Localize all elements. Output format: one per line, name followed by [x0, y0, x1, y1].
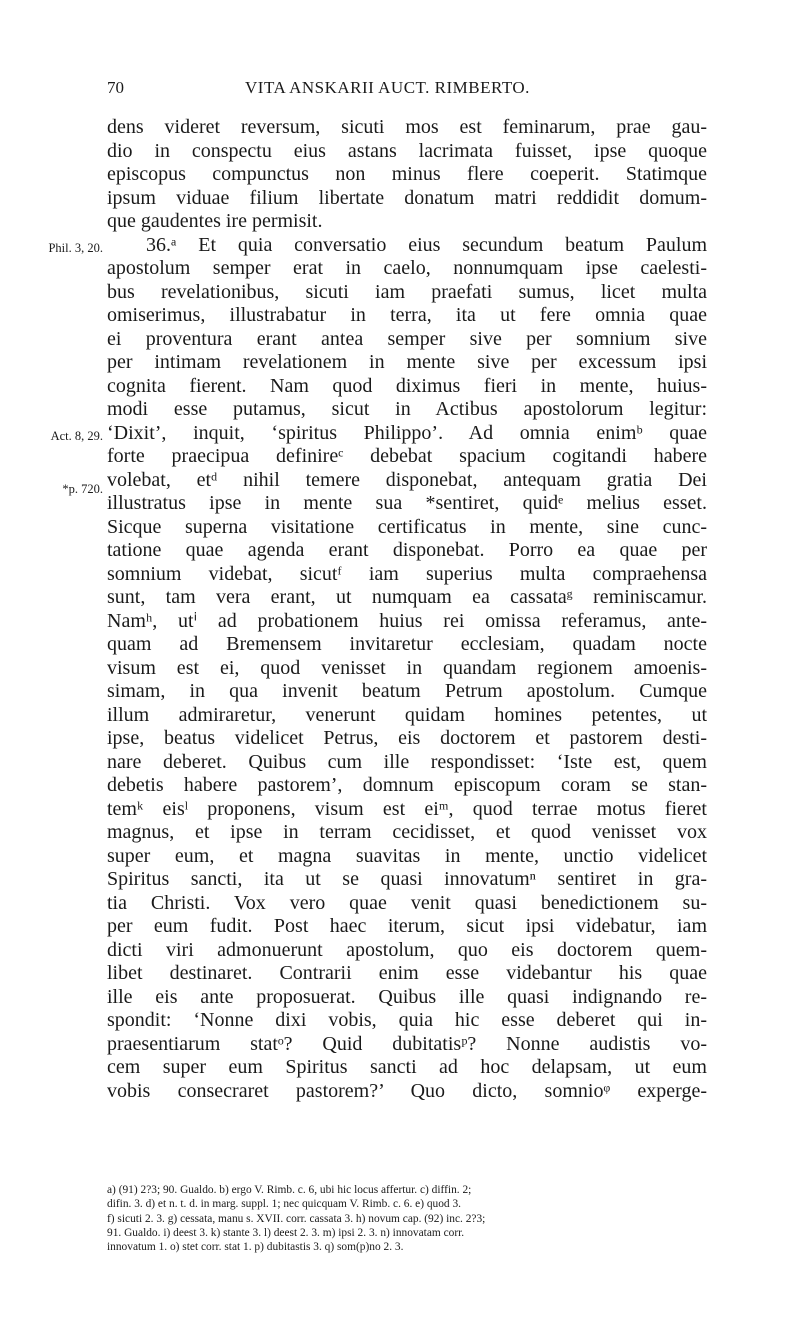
body-line: Spiritus sancti, ita ut se quasi innovatumⁿ sentiret in gra-: [107, 868, 707, 890]
footnote-line: a) (91) 2?3; 90. Gualdo. b) ergo V. Rimb. c. 6, ubi hic locus affertur. c) diffin. 2;: [107, 1184, 472, 1196]
margin-note-phil: Phil. 3, 20.: [48, 241, 103, 255]
body-line: super eum, et magna suavitas in mente, unctio videlicet: [107, 844, 707, 867]
footnote-line: 91. Gualdo. i) deest 3. k) stante 3. l) deest 2. 3. m) ipsi 2. 3. n) innovatam corr.: [107, 1226, 465, 1239]
body-line: quam ad Bremensem invitaretur ecclesiam, quadam nocte: [107, 633, 707, 655]
body-line: volebat, etᵈ nihil temere disponebat, antequam gratia Dei: [107, 468, 707, 491]
body-line: ille eis ante proposuerat. Quibus ille quasi indignando re-: [107, 985, 707, 1008]
body-line: spondit: ‘Nonne dixi vobis, quia hic esse deberet qui in-: [107, 1009, 707, 1031]
body-line: visum est ei, quod venisset in quandam regionem amoenis-: [107, 656, 707, 679]
footnote-line: innovatum 1. o) stet corr. stat 1. p) dubitastis 3. q) som(p)no 2. 3.: [107, 1241, 404, 1254]
body-line: cem super eum Spiritus sancti ad hoc delapsam, ut eum: [107, 1056, 707, 1078]
body-line: cognita fierent. Nam quod diximus fieri in mente, huius-: [107, 374, 707, 397]
body-line: praesentiarum statᵒ? Quid dubitatisᵖ? Nonne audistis vo-: [107, 1032, 707, 1055]
body-line: simam, in qua invenit beatum Petrum apostolum. Cumque: [107, 680, 707, 702]
body-line: sunt, tam vera erant, ut numquam ea cassataᵍ reminiscamur.: [107, 586, 707, 608]
margin-note-page-ref: *p. 720.: [62, 482, 103, 496]
body-line: episcopus compunctus non minus flere coeperit. Statimque: [107, 163, 707, 185]
footnotes: [107, 1183, 707, 1254]
body-line: que gaudentes ire permisit.: [107, 210, 323, 232]
body-line: bus revelationibus, sicuti iam praefati sumus, licet multa: [107, 280, 707, 303]
body-line: temᵏ eisˡ proponens, visum est eiᵐ, quod terrae motus fieret: [107, 797, 707, 820]
page-number: 70: [107, 78, 124, 97]
body-line: nare deberet. Quibus cum ille respondisset: ‘Iste est, quem: [107, 750, 707, 773]
body-line: modi esse putamus, sicut in Actibus apostolorum legitur:: [107, 398, 707, 420]
body-line: illum admiraretur, venerunt quidam homines petentes, ut: [107, 703, 707, 726]
body-line: dens videret reversum, sicuti mos est feminarum, prae gau-: [107, 116, 707, 138]
running-title: VITA ANSKARII AUCT. RIMBERTO.: [245, 78, 530, 97]
body-line: illustratus ipse in mente sua *sentiret, quidᵉ melius esset.: [107, 492, 707, 514]
body-line: tatione quae agenda erant disponebat. Porro ea quae per: [107, 539, 707, 561]
body-text: [107, 116, 707, 1103]
footnote-line: f) sicuti 2. 3. g) cessata, manu s. XVII. corr. cassata 3. h) novum cap. (92) inc. 2?3;: [107, 1212, 486, 1225]
body-line: dicti viri admonuerunt apostolum, quo eis doctorem quem-: [107, 938, 707, 961]
body-line: ipsum viduae filium libertate donatum matri reddidit domum-: [107, 186, 707, 209]
body-line: forte praecipua definireᶜ debebat spacium cogitandi habere: [107, 445, 707, 467]
body-line: debetis habere pastorem’, domnum episcopum coram se stan-: [107, 774, 707, 796]
body-line: Sicque superna visitatione certificatus in mente, sine cunc-: [107, 515, 707, 538]
body-line: dio in conspectu eius astans lacrimata fuisset, ipse quoque: [107, 139, 707, 162]
margin-note-act: Act. 8, 29.: [50, 429, 103, 443]
body-line: ‘Dixit’, inquit, ‘spiritus Philippo’. Ad omnia enimᵇ quae: [107, 421, 707, 444]
body-line: per intimam revelationem in mente sive per excessum ipsi: [107, 351, 707, 373]
body-line: somnium videbat, sicutᶠ iam superius multa compraehensa: [107, 562, 707, 585]
footnote-line: difin. 3. d) et n. t. d. in marg. suppl. 1; nec quicquam V. Rimb. c. 6. e) quod 3.: [107, 1198, 462, 1211]
body-line: magnus, et ipse in terram cecidisset, et quod venisset vox: [107, 821, 707, 843]
body-line: libet destinaret. Contrarii enim esse videbantur his quae: [107, 962, 707, 984]
body-line: ei proventura erant antea semper sive per somnium sive: [107, 327, 707, 350]
body-line: Namʰ, utⁱ ad probationem huius rei omissa referamus, ante-: [107, 609, 707, 632]
body-line: per eum fudit. Post haec iterum, sicut ipsi videbatur, iam: [107, 915, 707, 937]
body-line: ipse, beatus videlicet Petrus, eis doctorem et pastorem desti-: [107, 727, 707, 749]
body-line: vobis consecraret pastorem?’ Quo dicto, somnioᵠ experge-: [107, 1079, 707, 1102]
body-line: apostolum semper erat in caelo, nonnumquam ipse caelesti-: [107, 257, 707, 279]
body-line: 36.ᵃ Et quia conversatio eius secundum beatum Paulum: [146, 233, 707, 256]
body-line: omiserimus, illustrabatur in terra, ita ut fere omnia quae: [107, 304, 707, 326]
body-line: tia Christi. Vox vero quae venit quasi benedictionem su-: [107, 891, 707, 914]
